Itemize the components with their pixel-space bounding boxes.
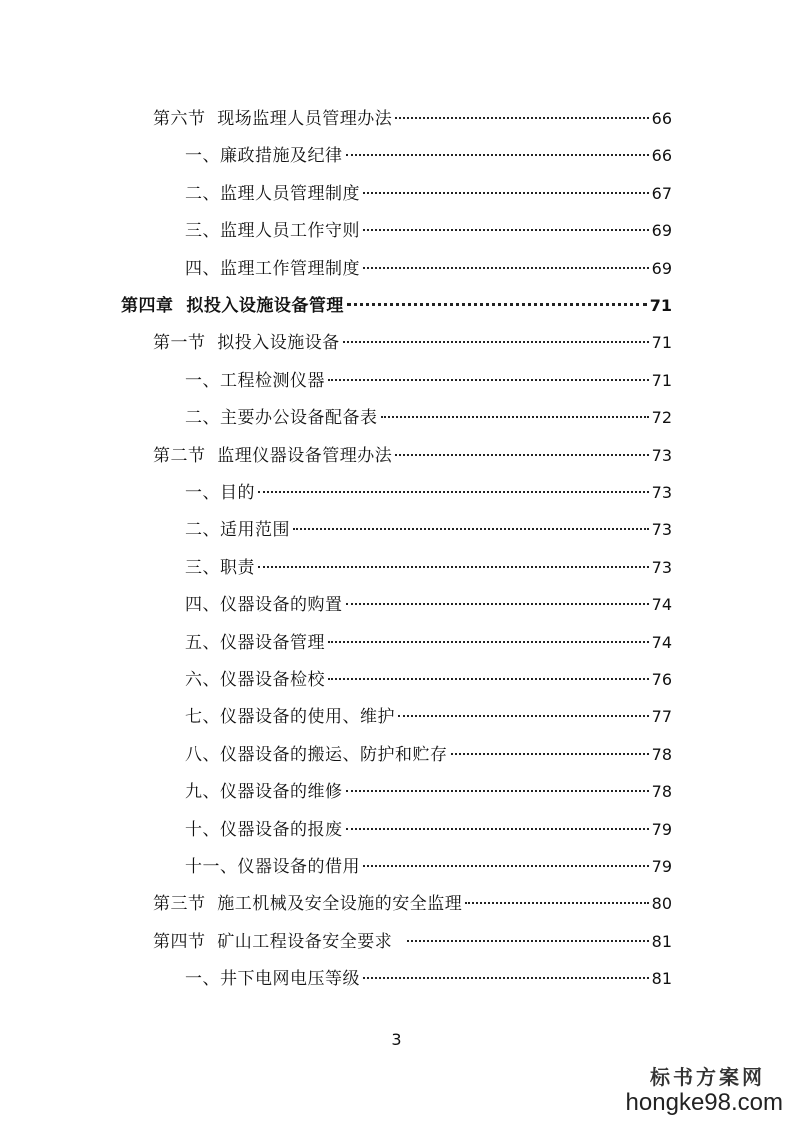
toc-subsection-entry[interactable] (185, 255, 672, 283)
toc-section-entry[interactable] (153, 928, 672, 956)
toc-leader-dots (363, 229, 649, 231)
toc-subsection-entry[interactable] (185, 554, 672, 582)
toc-subsection-entry[interactable] (185, 367, 672, 395)
toc-entry-title: 一、廉政措施及纪律 (185, 146, 343, 167)
toc-subsection-entry[interactable] (185, 703, 672, 731)
toc-entry-page: 73 (651, 557, 672, 577)
toc-leader-dots (258, 566, 649, 568)
toc-entry-title: 一、目的 (185, 483, 255, 503)
toc-entry-title: 第三节 施工机械及安全设施的安全监理 (153, 894, 463, 915)
toc-subsection-entry[interactable] (185, 217, 672, 245)
toc-subsection-entry[interactable] (185, 965, 672, 993)
toc-entry-page: 73 (651, 483, 672, 502)
toc-chapter-entry[interactable] (121, 292, 672, 320)
toc-leader-dots (343, 341, 649, 343)
toc-entry-title: 十一、仪器设备的借用 (185, 857, 360, 877)
toc-leader-dots (293, 528, 649, 530)
toc-subsection-entry[interactable] (185, 816, 672, 844)
toc-subsection-entry[interactable] (185, 666, 672, 694)
toc-entry-title: 第一节 拟投入设施设备 (153, 333, 340, 354)
toc-entry-title: 九、仪器设备的维修 (185, 782, 343, 803)
toc-entry-title: 三、职责 (185, 557, 255, 578)
toc-entry-title: 二、监理人员管理制度 (185, 183, 360, 204)
toc-entry-title: 四、监理工作管理制度 (185, 258, 360, 279)
toc-leader-dots (347, 303, 647, 306)
toc-entry-page: 69 (651, 258, 672, 278)
toc-leader-dots (395, 117, 648, 119)
toc-leader-dots (381, 416, 649, 418)
toc-entry-page: 81 (651, 931, 672, 951)
watermark-name: 标书方案网 (650, 1065, 765, 1089)
toc-leader-dots (451, 753, 649, 755)
toc-entry-page: 72 (651, 408, 672, 428)
toc-subsection-entry[interactable] (185, 404, 672, 432)
toc-leader-dots (258, 491, 649, 493)
toc-leader-dots (407, 940, 649, 942)
toc-entry-page: 73 (651, 445, 672, 465)
toc-entry-page: 66 (651, 146, 672, 166)
toc-subsection-entry[interactable] (185, 629, 672, 657)
toc-entry-title: 三、监理人员工作守则 (185, 221, 360, 242)
toc-entry-page: 77 (651, 707, 672, 727)
toc-entry-title: 第二节 监理仪器设备管理办法 (153, 445, 393, 466)
toc-leader-dots (346, 828, 649, 830)
toc-subsection-entry[interactable] (185, 853, 672, 881)
toc-entry-page: 71 (651, 333, 672, 353)
toc-section-entry[interactable] (153, 105, 672, 133)
toc-entry-page: 73 (651, 520, 672, 540)
toc-entry-page: 71 (651, 370, 672, 390)
toc-entry-title: 一、井下电网电压等级 (185, 969, 360, 990)
toc-entry-title: 八、仪器设备的搬运、防护和贮存 (185, 744, 448, 765)
toc-leader-dots (346, 154, 649, 156)
toc-section-entry[interactable] (153, 329, 672, 357)
toc-entry-page: 79 (651, 819, 672, 839)
toc-section-entry[interactable] (153, 890, 672, 918)
toc-entry-title: 十、仪器设备的报废 (185, 819, 343, 840)
toc-entry-page: 74 (651, 595, 672, 615)
toc-leader-dots (328, 379, 649, 381)
toc-leader-dots (395, 454, 648, 456)
toc-entry-title: 二、适用范围 (185, 520, 290, 541)
toc-entry-title: 五、仪器设备管理 (185, 632, 325, 653)
toc-leader-dots (398, 715, 649, 717)
toc-entry-page: 71 (649, 296, 672, 315)
toc-leader-dots (363, 192, 649, 194)
toc-leader-dots (346, 603, 649, 605)
toc-entry-page: 78 (651, 744, 672, 764)
toc-entry-page: 80 (651, 894, 672, 914)
toc-entry-title: 一、工程检测仪器 (185, 370, 325, 391)
toc-leader-dots (328, 641, 649, 643)
toc-entry-page: 78 (651, 782, 672, 802)
toc-entry-page: 76 (651, 670, 672, 689)
toc-entry-title: 第四节 矿山工程设备安全要求 (153, 931, 405, 952)
toc-entry-title: 第四章 拟投入设施设备管理 (121, 296, 344, 316)
toc-entry-page: 66 (651, 109, 672, 128)
toc-entry-page: 79 (651, 857, 672, 876)
toc-leader-dots (346, 790, 649, 792)
toc-section-entry[interactable] (153, 442, 672, 470)
toc-leader-dots (363, 865, 649, 867)
toc-subsection-entry[interactable] (185, 516, 672, 544)
toc-entry-title: 二、主要办公设备配备表 (185, 408, 378, 429)
watermark-logo (626, 1061, 783, 1116)
toc-subsection-entry[interactable] (185, 741, 672, 769)
toc-leader-dots (363, 267, 649, 269)
toc-entry-title: 七、仪器设备的使用、维护 (185, 707, 395, 728)
toc-entry-page: 67 (651, 183, 672, 203)
toc-entry-title: 四、仪器设备的购置 (185, 595, 343, 616)
toc-entry-page: 74 (651, 632, 672, 652)
toc-leader-dots (363, 977, 649, 979)
toc-entry-page: 69 (651, 221, 672, 241)
page-number: 3 (391, 1030, 402, 1049)
toc-subsection-entry[interactable] (185, 778, 672, 806)
toc-leader-dots (328, 678, 649, 680)
toc-subsection-entry[interactable] (185, 180, 672, 208)
toc-entry-title: 六、仪器设备检校 (185, 670, 325, 690)
toc-entry-title: 第六节 现场监理人员管理办法 (153, 109, 393, 129)
toc-subsection-entry[interactable] (185, 479, 672, 507)
toc-leader-dots (465, 902, 648, 904)
toc-subsection-entry[interactable] (185, 142, 672, 170)
toc-subsection-entry[interactable] (185, 591, 672, 619)
watermark-url: hongke98.com (625, 1089, 783, 1116)
toc-entry-page: 81 (651, 969, 672, 989)
